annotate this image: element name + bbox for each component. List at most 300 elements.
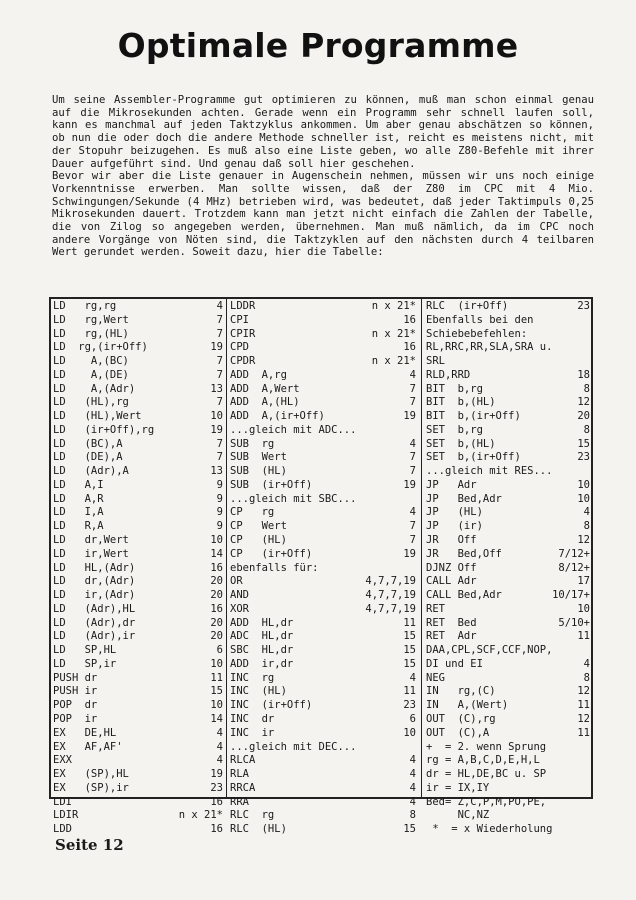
instruction-text: LD SP,ir	[53, 657, 117, 670]
instruction-text: EX (SP),ir	[53, 781, 129, 794]
cycle-count: 5/10+	[558, 616, 590, 629]
cycle-count: 16	[403, 341, 416, 354]
instruction-text: LD (Adr),HL	[53, 602, 136, 615]
cycle-count: 7	[216, 327, 223, 340]
cycle-count: 4	[409, 795, 416, 808]
cycle-count: 4	[409, 768, 416, 781]
cycle-count: 10/17+	[552, 589, 590, 602]
table-row	[426, 355, 590, 369]
cycle-count: 8	[583, 423, 590, 436]
instruction-text: SET b,rg	[426, 423, 483, 436]
page-number: Seite 12	[55, 836, 124, 854]
instruction-text: INC (HL)	[230, 685, 287, 698]
table-row	[230, 768, 416, 782]
instruction-text: Schiebebefehlen:	[426, 327, 528, 340]
table-row	[53, 617, 223, 631]
table-row	[53, 644, 223, 658]
table-row	[230, 328, 416, 342]
cycle-count: 14	[210, 712, 223, 725]
instruction-text: LD A,(Adr)	[53, 382, 136, 395]
table-row	[426, 479, 590, 493]
column-divider-1	[226, 299, 227, 797]
cycle-count: 16	[403, 313, 416, 326]
cycle-count: 4	[583, 657, 590, 670]
cycle-count: 7	[409, 465, 416, 478]
cycle-count: 15	[403, 823, 416, 836]
cycle-count: 19	[210, 768, 223, 781]
table-row	[53, 438, 223, 452]
instruction-text: LDIR	[53, 809, 79, 822]
table-row	[53, 355, 223, 369]
instruction-text: LD dr,(Adr)	[53, 575, 136, 588]
table-row	[53, 300, 223, 314]
table-row	[230, 520, 416, 534]
cycle-count: 16	[210, 561, 223, 574]
instruction-text: CPD	[230, 341, 249, 354]
table-row	[53, 754, 223, 768]
cycle-count: 15	[577, 437, 590, 450]
instruction-text: LD rg,rg	[53, 300, 117, 312]
instruction-text: LD ir,Wert	[53, 547, 129, 560]
instruction-text: DI und EI	[426, 657, 483, 670]
instruction-text: CALL Bed,Adr	[426, 589, 502, 602]
table-row	[426, 617, 590, 631]
cycle-count: 12	[577, 685, 590, 698]
instruction-text: Bed= Z,C,P,M,PO,PE,	[426, 795, 547, 808]
cycle-count: 11	[577, 630, 590, 643]
cycle-count: 4	[216, 740, 223, 753]
cycle-count: 23	[577, 451, 590, 464]
cycle-count: 20	[210, 630, 223, 643]
instruction-text: ADC HL,dr	[230, 630, 294, 643]
instruction-text: JR Off	[426, 534, 477, 547]
instruction-text: INC dr	[230, 712, 275, 725]
instruction-text: INC rg	[230, 671, 275, 684]
cycle-count: 4	[216, 726, 223, 739]
cycle-count: 9	[216, 520, 223, 533]
cycle-count: 15	[403, 630, 416, 643]
cycle-count: 15	[403, 644, 416, 657]
instruction-text: CPIR	[230, 327, 256, 340]
table-row	[230, 534, 416, 548]
table-row	[230, 809, 416, 823]
instruction-text: LD SP,HL	[53, 644, 117, 657]
cycle-count: 11	[210, 671, 223, 684]
cycle-count: 13	[210, 465, 223, 478]
cycle-count: 20	[210, 589, 223, 602]
intro-paragraph-1: Um seine Assembler-Programme gut optimieren zu können, muß man schon einmal genau auf die Mikrosekunden achten. Gerade wenn ein Programm sehr schnell laufen soll, kann es manchmal auf jeden Taktzyklus ankommen. Um aber genau abschätzen so können, ob nun die oder doch die andere Methode schneller ist, reicht es meistens nicht, mit der Stopuhr beizugehen. Es muß also eine Liste geben, wo alle Z80-Befehle mit ihrer Dauer aufgeführt sind. Und genau daß soll hier geschehen.	[52, 94, 594, 170]
table-row	[426, 796, 590, 810]
cycle-count: 4	[409, 437, 416, 450]
cycle-count: 16	[210, 602, 223, 615]
table-row	[426, 438, 590, 452]
cycle-count: 23	[403, 699, 416, 712]
instruction-text: ebenfalls für:	[230, 561, 319, 574]
table-row	[426, 809, 590, 823]
cycle-count: n x 21*	[178, 809, 223, 822]
table-row	[230, 355, 416, 369]
instruction-text: LD A,(BC)	[53, 355, 129, 368]
instruction-text: ADD ir,dr	[230, 657, 294, 670]
cycle-count: 16	[210, 823, 223, 836]
table-row	[230, 493, 416, 507]
instruction-text: EXX	[53, 754, 72, 767]
instruction-text: LD A,I	[53, 478, 104, 491]
instruction-text: rg = A,B,C,D,E,H,L	[426, 754, 540, 767]
cycle-count: 15	[403, 657, 416, 670]
table-row	[53, 396, 223, 410]
cycle-count: 7	[216, 355, 223, 368]
instruction-text: EX DE,HL	[53, 726, 117, 739]
table-row	[53, 465, 223, 479]
table-row	[53, 575, 223, 589]
table-row	[53, 562, 223, 576]
table-row	[53, 741, 223, 755]
instruction-text: RET	[426, 602, 445, 615]
table-row	[53, 493, 223, 507]
cycle-count: 23	[577, 300, 590, 312]
instruction-text: CPI	[230, 313, 249, 326]
cycle-count: 19	[403, 478, 416, 491]
cycle-count: 7	[216, 396, 223, 409]
table-row	[426, 658, 590, 672]
instruction-text: OR	[230, 575, 243, 588]
instruction-text: LD rg,Wert	[53, 313, 129, 326]
table-row	[426, 782, 590, 796]
table-row	[426, 630, 590, 644]
table-row	[53, 314, 223, 328]
table-row	[230, 782, 416, 796]
instruction-text: ...gleich mit SBC...	[230, 492, 357, 505]
instruction-text: LD (HL),Wert	[53, 410, 142, 423]
table-row	[230, 727, 416, 741]
cycle-count: 11	[403, 616, 416, 629]
instruction-text: RRA	[230, 795, 249, 808]
cycle-count: 8	[409, 809, 416, 822]
instruction-text: ADD A,rg	[230, 368, 287, 381]
instruction-text: SET b,(HL)	[426, 437, 496, 450]
table-row	[426, 562, 590, 576]
instruction-text: RLCA	[230, 754, 256, 767]
table-row	[426, 383, 590, 397]
table-row	[53, 479, 223, 493]
instruction-text: LD (HL),rg	[53, 396, 129, 409]
instruction-text: LD (ir+Off),rg	[53, 423, 155, 436]
instruction-text: LD (DE),A	[53, 451, 123, 464]
instruction-text: LD dr,Wert	[53, 534, 129, 547]
instruction-text: JP (ir)	[426, 520, 483, 533]
table-row	[426, 699, 590, 713]
table-row	[53, 369, 223, 383]
table-row	[53, 823, 223, 837]
table-row	[230, 341, 416, 355]
cycle-count: 4	[409, 506, 416, 519]
instruction-text: DAA,CPL,SCF,CCF,NOP,	[426, 644, 553, 657]
instruction-text: IN A,(Wert)	[426, 699, 509, 712]
instruction-text: ADD HL,dr	[230, 616, 294, 629]
table-row	[230, 589, 416, 603]
table-row	[53, 328, 223, 342]
table-row	[230, 314, 416, 328]
cycle-count: 4	[583, 506, 590, 519]
cycle-count: 7	[216, 437, 223, 450]
cycle-count: 11	[577, 726, 590, 739]
cycle-count: 4,7,7,19	[365, 602, 416, 615]
table-row	[230, 562, 416, 576]
table-row	[53, 658, 223, 672]
table-row	[230, 672, 416, 686]
cycle-count: 10	[577, 492, 590, 505]
table-row	[230, 451, 416, 465]
instruction-text: CP rg	[230, 506, 275, 519]
instruction-text: RL,RRC,RR,SLA,SRA u.	[426, 341, 553, 354]
table-row	[426, 396, 590, 410]
table-row	[53, 589, 223, 603]
table-row	[53, 796, 223, 810]
table-row	[230, 300, 416, 314]
instruction-text: AND	[230, 589, 249, 602]
cycle-count: 7	[409, 520, 416, 533]
intro-paragraph-2: Bevor wir aber die Liste genauer in Augenschein nehmen, müssen wir uns noch einige Vorkenntnisse erwerben. Man sollte wissen, daß der Z80 im CPC mit 4 Mio. Schwingungen/Sekunde (4 MHz) betrieben wird, was bedeutet, daß jeder Taktimpuls 0,25 Mikrosekunden dauert. Trotzdem kann man jetzt nicht einfach die Zahlen der Tabelle, die von Zilog so angegeben werden, übernehmen. Man muß nämlich, da im CPC noch andere Vorgänge von Nöten sind, die Taktzyklen auf den nächsten durch 4 teilbaren Wert gerundet werden. Soweit dazu, hier die Tabelle:	[52, 170, 594, 259]
table-row	[230, 396, 416, 410]
table-row	[53, 713, 223, 727]
table-row	[53, 672, 223, 686]
page-title: Optimale Programme	[117, 26, 519, 65]
table-row	[426, 534, 590, 548]
instruction-text: LD (Adr),A	[53, 465, 129, 478]
cycle-count: 8	[583, 671, 590, 684]
instruction-text: LD rg,(HL)	[53, 327, 129, 340]
instruction-text: JP (HL)	[426, 506, 483, 519]
instruction-text: RLC (ir+Off)	[426, 300, 509, 312]
cycle-count: 7	[409, 382, 416, 395]
instruction-text: LDD	[53, 823, 72, 836]
instruction-text: LD R,A	[53, 520, 104, 533]
cycle-count: 20	[577, 410, 590, 423]
cycle-count: 10	[210, 699, 223, 712]
table-row	[426, 424, 590, 438]
instruction-text: INC ir	[230, 726, 275, 739]
table-row	[53, 424, 223, 438]
instruction-text: ...gleich mit ADC...	[230, 423, 357, 436]
table-column-2	[230, 300, 416, 836]
table-row	[426, 328, 590, 342]
instruction-text: LDDR	[230, 300, 256, 312]
instruction-text: + = 2. wenn Sprung	[426, 740, 547, 753]
cycle-count: 10	[577, 478, 590, 491]
instruction-text: XOR	[230, 602, 249, 615]
instruction-text: RET Adr	[426, 630, 477, 643]
table-row	[53, 630, 223, 644]
instruction-text: ...gleich mit RES...	[426, 465, 553, 478]
table-row	[53, 603, 223, 617]
cycle-count: 4	[409, 671, 416, 684]
cycle-count: 12	[577, 712, 590, 725]
table-row	[426, 672, 590, 686]
cycle-count: 14	[210, 547, 223, 560]
cycle-count: 12	[577, 534, 590, 547]
table-row	[230, 754, 416, 768]
table-row	[53, 685, 223, 699]
cycle-count: 4,7,7,19	[365, 589, 416, 602]
instruction-text: EX (SP),HL	[53, 768, 129, 781]
cycle-count: 7	[216, 451, 223, 464]
table-row	[426, 727, 590, 741]
table-row	[230, 424, 416, 438]
cycle-count: 7	[409, 534, 416, 547]
table-row	[53, 520, 223, 534]
table-row	[53, 699, 223, 713]
cycle-count: 19	[403, 547, 416, 560]
instruction-text: PUSH ir	[53, 685, 98, 698]
instruction-text: LD A,R	[53, 492, 104, 505]
cycle-count: 18	[577, 368, 590, 381]
instruction-text: EX AF,AF'	[53, 740, 123, 753]
cycle-count: 20	[210, 575, 223, 588]
table-row	[426, 410, 590, 424]
cycle-count: n x 21*	[371, 355, 416, 368]
instruction-text: SUB (ir+Off)	[230, 478, 313, 491]
instruction-text: LD HL,(Adr)	[53, 561, 136, 574]
table-row	[230, 630, 416, 644]
cycle-count: 10	[403, 726, 416, 739]
table-row	[230, 741, 416, 755]
cycle-count: 4	[409, 368, 416, 381]
instruction-text: POP ir	[53, 712, 98, 725]
column-divider-2	[421, 299, 422, 797]
cycle-count: 4	[216, 754, 223, 767]
table-row	[230, 617, 416, 631]
instruction-text: dr = HL,DE,BC u. SP	[426, 768, 547, 781]
table-row	[53, 727, 223, 741]
table-row	[230, 369, 416, 383]
table-row	[230, 685, 416, 699]
cycle-count: 15	[210, 685, 223, 698]
table-row	[230, 644, 416, 658]
table-row	[426, 823, 590, 837]
table-row	[230, 438, 416, 452]
instruction-text: OUT (C),A	[426, 726, 490, 739]
cycle-count: 11	[577, 699, 590, 712]
instruction-text: RLC rg	[230, 809, 275, 822]
cycle-count: 9	[216, 492, 223, 505]
instruction-text: CP Wert	[230, 520, 287, 533]
cycle-count: 4	[409, 781, 416, 794]
table-column-3	[426, 300, 590, 836]
table-row	[53, 451, 223, 465]
instruction-text: SUB (HL)	[230, 465, 287, 478]
cycle-count: 17	[577, 575, 590, 588]
instruction-text: RLA	[230, 768, 249, 781]
cycle-count: 20	[210, 616, 223, 629]
table-row	[230, 506, 416, 520]
table-row	[230, 575, 416, 589]
cycle-count: 7	[409, 396, 416, 409]
instruction-text: BIT b,rg	[426, 382, 483, 395]
table-row	[230, 383, 416, 397]
cycle-count: 6	[409, 712, 416, 725]
instruction-text: Ebenfalls bei den	[426, 313, 534, 326]
table-row	[53, 506, 223, 520]
instruction-text: CPDR	[230, 355, 256, 368]
instruction-text: JP Adr	[426, 478, 477, 491]
instruction-text: LD (BC),A	[53, 437, 123, 450]
table-row	[426, 589, 590, 603]
instruction-text: INC (ir+Off)	[230, 699, 313, 712]
cycle-count: 10	[210, 534, 223, 547]
instruction-text: BIT b,(ir+Off)	[426, 410, 521, 423]
cycle-count: 6	[216, 644, 223, 657]
cycle-count: 8	[583, 382, 590, 395]
table-row	[53, 782, 223, 796]
table-row	[230, 465, 416, 479]
table-column-1	[53, 300, 223, 836]
cycle-count: 12	[577, 396, 590, 409]
instruction-text: SUB Wert	[230, 451, 287, 464]
cycle-count: 4,7,7,19	[365, 575, 416, 588]
instruction-text: LD (Adr),dr	[53, 616, 136, 629]
table-row	[426, 768, 590, 782]
instruction-text: SUB rg	[230, 437, 275, 450]
table-row	[230, 548, 416, 562]
cycle-count: 19	[210, 423, 223, 436]
table-row	[426, 300, 590, 314]
cycle-count: 7/12+	[558, 547, 590, 560]
table-row	[426, 741, 590, 755]
instruction-text: NEG	[426, 671, 445, 684]
instruction-text: DJNZ Off	[426, 561, 477, 574]
cycle-count: 23	[210, 781, 223, 794]
instruction-text: RRCA	[230, 781, 256, 794]
instruction-text: SRL	[426, 355, 445, 368]
table-row	[426, 685, 590, 699]
cycle-count: 9	[216, 478, 223, 491]
cycle-count: 10	[210, 657, 223, 670]
table-row	[230, 658, 416, 672]
instruction-text: ADD A,(ir+Off)	[230, 410, 325, 423]
table-row	[426, 548, 590, 562]
cycle-count: 7	[216, 368, 223, 381]
table-row	[230, 479, 416, 493]
table-row	[426, 713, 590, 727]
table-row	[53, 341, 223, 355]
instruction-text: RLC (HL)	[230, 823, 287, 836]
cycle-count: 8	[583, 520, 590, 533]
table-row	[426, 451, 590, 465]
instruction-text: LD (Adr),ir	[53, 630, 136, 643]
table-row	[53, 768, 223, 782]
cycle-count: 13	[210, 382, 223, 395]
table-row	[230, 713, 416, 727]
instruction-text: ADD A,Wert	[230, 382, 300, 395]
cycle-count: 7	[409, 451, 416, 464]
instruction-text: CP (ir+Off)	[230, 547, 313, 560]
table-row	[426, 341, 590, 355]
instruction-text: ir = IX,IY	[426, 781, 490, 794]
table-row	[53, 410, 223, 424]
table-row	[426, 506, 590, 520]
table-row	[426, 603, 590, 617]
instruction-text: SET b,(ir+Off)	[426, 451, 521, 464]
cycle-count: 7	[216, 313, 223, 326]
table-row	[426, 754, 590, 768]
table-row	[426, 314, 590, 328]
table-row	[230, 796, 416, 810]
table-row	[53, 534, 223, 548]
cycle-count: 4	[216, 300, 223, 312]
instruction-text: SBC HL,dr	[230, 644, 294, 657]
instruction-text: CALL Adr	[426, 575, 477, 588]
